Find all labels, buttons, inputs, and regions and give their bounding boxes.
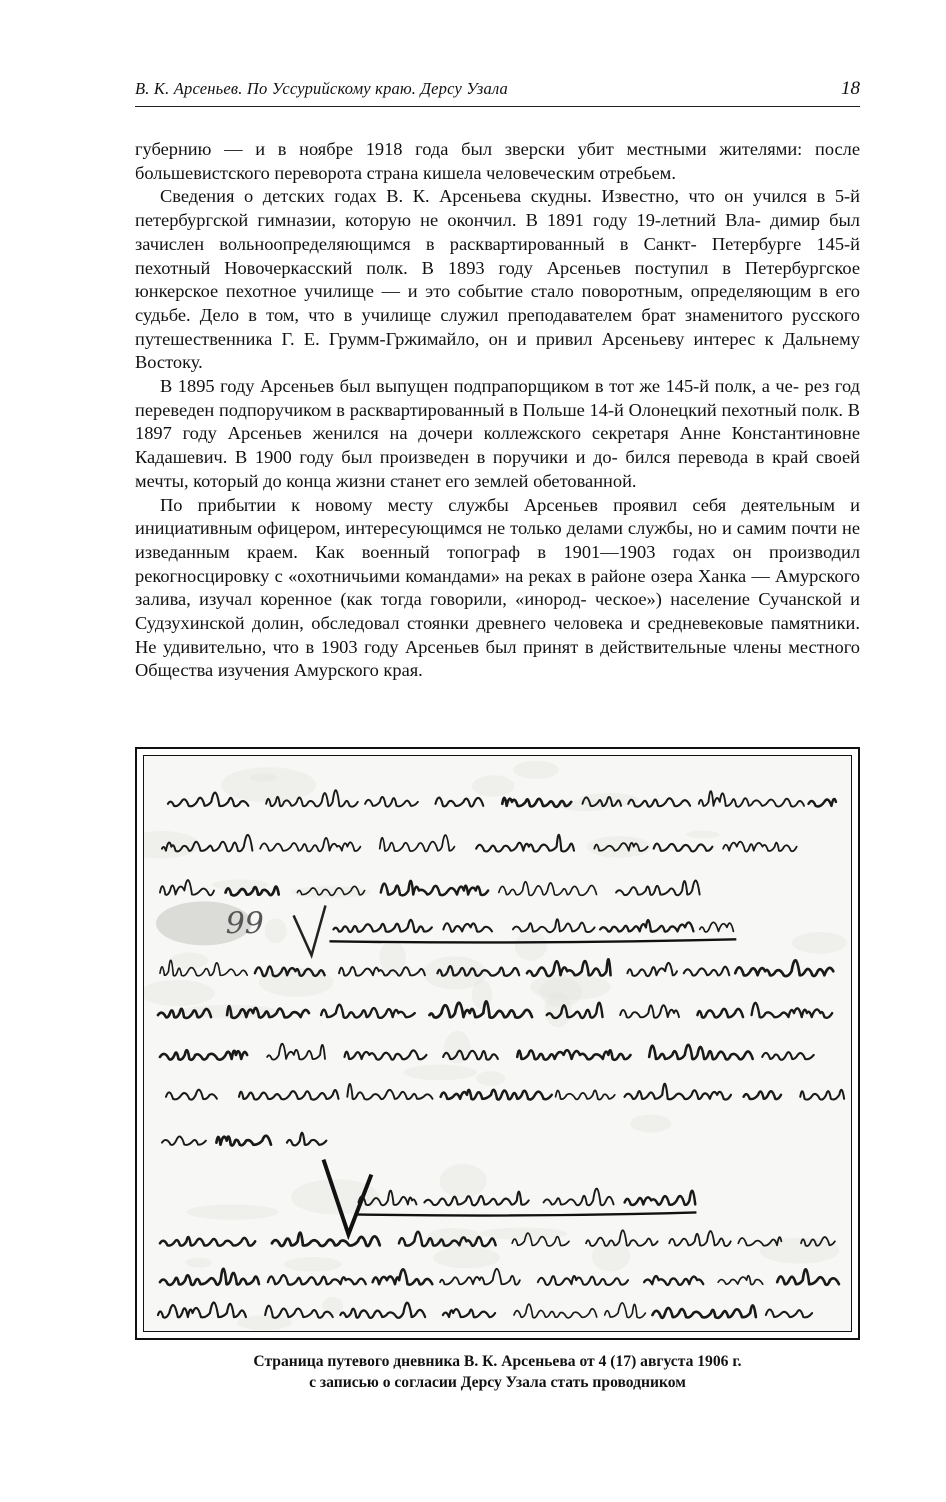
handwritten-word [476,835,574,852]
handwritten-word [700,922,734,932]
running-header [135,74,860,104]
text-line: Анне Константиновне Кадашевич. В 1900 году был произведен в поручики и до- [135,423,860,468]
running-title: В. К. Арсеньев. По Уссурийскому краю. Дерсу Узала [135,79,508,98]
handwritten-word [625,1084,731,1100]
paper-smudge [250,773,277,782]
text-line: рез год переведен подпоручиком в расквартированный в Польше 14-й Олонецкий [135,376,860,420]
handwritten-word [443,1309,495,1317]
stamp-number: 99 [225,906,264,942]
text-line: бился перевода в край своей мечты, который до конца жизни станет его землей [135,447,860,491]
paper-smudge [144,980,215,1006]
handwritten-word [380,835,455,851]
handwritten-word [723,842,796,852]
handwritten-word [556,1090,615,1099]
handwritten-word [340,1303,425,1318]
handwritten-word [625,1191,696,1205]
body-text [135,138,860,683]
text-line: По прибытии к новому месту службы Арсеньев проявил себя деятельным [160,494,835,515]
caption-line-1: Страница путевого дневника В. К. Арсеньева от 4 (17) августа 1906 г. [253,1353,742,1370]
paper-smudge [515,931,547,960]
handwritten-word [538,1276,628,1285]
caption-line-2: с записью о согласии Дерсу Узала стать проводником [309,1374,686,1391]
handwritten-word [239,1090,338,1100]
handwritten-word [158,1302,246,1317]
text-line: брат знаменитого русского путешественника Г. Е. Грумм-Гржимайло, он и привил [135,304,860,349]
handwritten-word [800,1090,844,1100]
stamp-mark [156,901,264,945]
header-rule [135,106,860,107]
handwritten-word [644,1276,703,1285]
handwritten-word [654,844,713,852]
handwritten-word [260,838,360,851]
paper-smudge [265,918,287,943]
paper-smudge [513,761,559,779]
paper-smudge [185,1258,212,1268]
text-line: в 5-й петербургской гимназии, которую не окончил. В 1891 году 19-летний Вла- [135,186,860,231]
text-line: в Петербургское юнкерское пехотное училище — и это событие стало поворотным, [135,257,860,302]
paper-smudge [472,775,514,797]
handwritten-word [347,1084,432,1099]
handwriting-line [166,1084,844,1100]
text-line: Петербурге 145-й пехотный Новочеркасский полк. В 1893 году Арсеньев поступил [135,233,860,278]
handwritten-word [684,967,729,976]
text-line: большевистского переворота страна кишела человеческим отребьем. [135,162,676,183]
handwritten-word [443,923,492,932]
text-line: и инициативным офицером, интересующимся не только делами службы, но [135,494,860,539]
text-line: ческое») население Сучанской и Судзухинской долин, обследовал стоянки древнего [135,589,860,634]
margin-check-mark [294,905,326,955]
paragraph-4 [135,494,860,684]
paragraph-2 [135,185,860,375]
figure-caption [135,1351,860,1393]
handwriting-line [162,1133,326,1146]
handwritten-word [752,1003,833,1018]
handwritten-underline [354,1212,696,1215]
text-line: димир был зачислен вольноопределяющимся в расквартированный в Санкт- [135,210,860,254]
handwritten-word [499,882,597,896]
handwriting-line [160,1269,839,1285]
handwritten-word [373,1269,433,1284]
text-line: определяющим в его судьбе. Дело в том, что в училище служил преподавателем [135,281,860,325]
handwritten-word [365,797,418,807]
text-line: Сведения о детских годах В. К. Арсеньева скудны. Известно, что он учился [160,186,807,207]
handwriting-line [354,1189,696,1216]
handwriting-line [160,959,833,976]
handwritten-word [627,963,677,976]
paper-smudge [686,831,719,839]
paper-smudge [170,952,208,968]
handwritten-word [744,1091,781,1099]
handwritten-word [267,1044,325,1060]
text-line: озера Ханка — Амурского залива, изучал коренное (как тогда говорили, «инород- [135,565,861,610]
handwritten-word [435,798,483,807]
text-line: пехотный полк. В 1897 году Арсеньев женился на дочери коллежского секретаря [135,399,860,444]
handwritten-word [649,1045,753,1060]
handwritten-word [697,1009,743,1018]
handwriting-line [158,1302,812,1317]
handwritten-word [333,920,431,932]
paragraph-3 [135,375,860,494]
paper-smudge [630,1115,671,1133]
paper-smudge [221,767,316,802]
handwritten-word [527,959,611,976]
handwritten-word [669,1231,731,1246]
text-line: обетованной. [533,470,637,491]
text-line: человека и средневековые памятники. Не удивительно, что в 1903 году Арсеньев [135,613,860,657]
handwritten-word [216,1136,271,1146]
handwritten-word [517,1050,630,1060]
handwritten-word [166,1090,217,1100]
paper-smudge [187,1204,279,1219]
handwritten-word [777,1269,839,1284]
handwritten-word [162,1136,206,1144]
paper-smudge [545,992,572,1028]
paper-smudge [530,974,611,1000]
paper-smudge [476,1071,505,1086]
text-line: был принят в действительные члены местного Общества изучения Амурского края. [135,636,860,681]
handwritten-word [718,1276,763,1285]
handwritten-word [600,920,693,932]
handwritten-word [160,1269,259,1285]
handwritten-word [620,1005,679,1018]
paper-smudge [380,940,406,974]
text-line: губернию — и в ноябре 1918 года был зверски убит местными жителями: после [135,139,860,159]
handwritten-word [339,967,425,976]
text-line: Арсеньеву интерес к Дальнему Востоку. [135,328,860,373]
handwritten-word [160,1237,255,1246]
handwritten-word [616,881,700,896]
handwritten-word [272,1233,380,1246]
page-number: 18 [841,78,860,99]
paper-smudge [792,932,847,954]
handwritten-word [762,1052,813,1060]
handwriting-image [144,756,851,1331]
paragraph-1 [135,138,860,185]
handwritten-word [160,1050,247,1059]
handwritten-word [735,960,833,976]
diary-page-figure [135,747,860,1340]
handwritten-word [381,881,488,895]
handwritten-word [544,1189,614,1206]
text-line: и самим почти не изведанным краем. Как военный топограф в 1901—1903 годах [135,518,860,562]
handwritten-word [160,880,214,895]
handwritten-word [809,799,836,807]
paper-smudge [433,1247,500,1268]
handwritten-word [268,1275,366,1284]
handwritten-word [345,1050,427,1059]
paper-smudge [440,1164,487,1198]
handwriting-line [160,1044,814,1060]
paper-smudge [404,1065,478,1081]
handwritten-word [766,1309,812,1317]
text-line: В 1895 году Арсеньев был выпущен подпрапорщиком в тот же 145-й полк, а че- [160,376,799,397]
handwritten-word [321,1005,415,1018]
handwritten-word [652,1305,755,1317]
text-line: он производил рекогносцировку с «охотничьими командами» на реках в районе [135,541,860,586]
paper-smudge [284,1257,341,1272]
handwritten-word [514,1304,597,1318]
paper-smudge [592,1241,630,1272]
diary-page-image [143,755,852,1332]
handwritten-word [287,1133,326,1146]
handwritten-word [605,1303,646,1318]
handwritten-word [513,919,595,932]
handwritten-word [699,791,804,807]
handwritten-word [441,1090,552,1100]
paper-smudge [423,956,486,989]
handwritten-word [440,1269,520,1285]
